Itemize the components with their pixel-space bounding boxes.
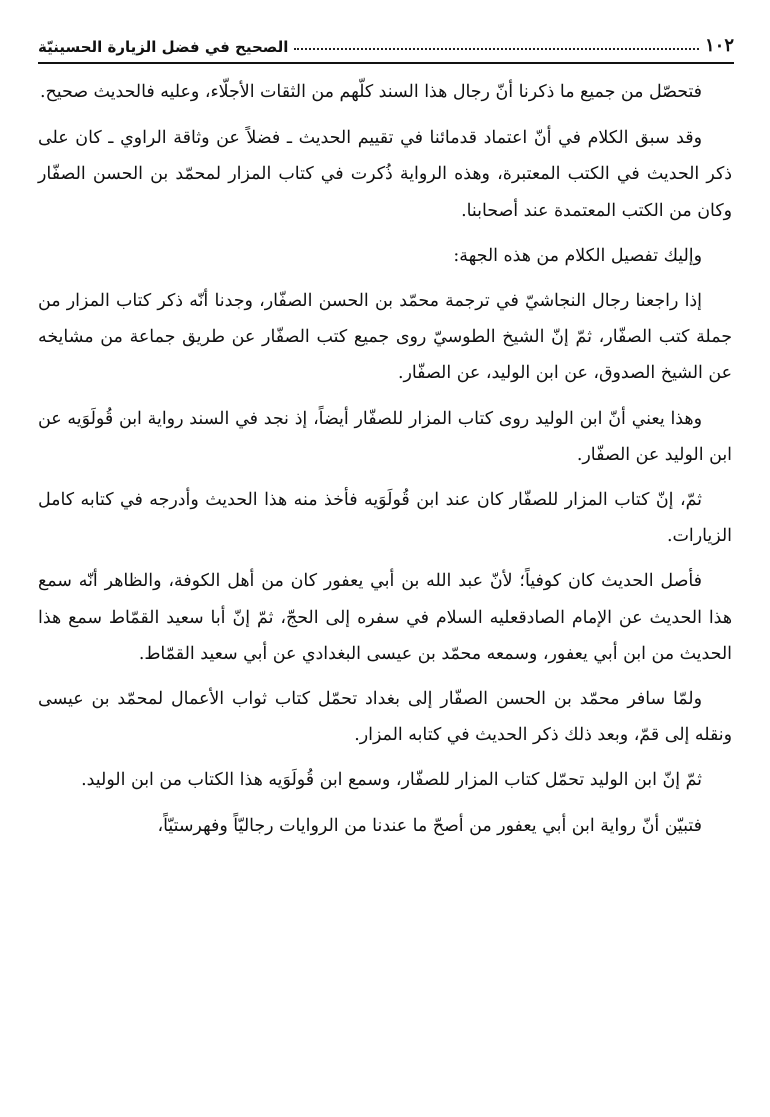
paragraph: فتحصّل من جميع ما ذكرنا أنّ رجال هذا السند كلّهم من الثقات الأجلّاء، وعليه فالحديث صحيح.	[40, 82, 702, 102]
page-number: ١٠٢	[704, 35, 734, 56]
header-dot-leader	[294, 48, 699, 50]
paragraph: فتبيّن أنّ رواية ابن أبي يعفور من أصحّ ما عندنا من الروايات رجاليّاً وفهرستيّاً،	[157, 815, 702, 836]
paragraph: فأصل الحديث كان كوفياً؛ لأنّ عبد الله بن أبي يعفور كان من أهل الكوفة، والظاهر أنّه سمع هذا الحديث عن الإمام الصادقعليه السلام في سفره إلى الحجّ، ثمّ إنّ أبا سعيد القمّاط سمع هذا الحديث من ابن أبي يعفور، وسمعه محمّد بن عيسى البغدادي عن أبي سعيد القمّاط.	[38, 571, 732, 664]
paragraph: وهذا يعني أنّ ابن الوليد روى كتاب المزار للصفّار أيضاً، إذ نجد في السند رواية ابن قُولَوَيه عن ابن الوليد عن الصفّار.	[38, 408, 732, 465]
paragraph: وقد سبق الكلام في أنّ اعتماد قدمائنا في تقييم الحديث ـ فضلاً عن وثاقة الراوي ـ كان على ذكر الحديث في الكتب المعتبرة، وهذه الرواية ذُكرت في كتاب المزار لمحمّد بن الحسن الصفّار وكان من الكتب المعتمدة عند أصحابنا.	[38, 128, 732, 221]
running-title: الصحيح في فضل الزيارة الحسينيّة	[38, 38, 289, 56]
paragraph: ثمّ إنّ ابن الوليد تحمّل كتاب المزار للصفّار، وسمع ابن قُولَوَيه هذا الكتاب من ابن الوليد.	[81, 770, 702, 791]
page-body	[38, 74, 732, 853]
paragraph: ولمّا سافر محمّد بن الحسن الصفّار إلى بغداد تحمّل كتاب ثواب الأعمال لمحمّد بن عيسى ونقله إلى قمّ، وبعد ذلك ذكر الحديث في كتابه المزار.	[38, 689, 732, 746]
running-header	[38, 30, 734, 56]
paragraph: ثمّ، إنّ كتاب المزار للصفّار كان عند ابن قُولَوَيه فأخذ منه هذا الحديث وأدرجه في كتابه كامل الزيارات.	[38, 490, 732, 547]
paragraph: إذا راجعنا رجال النجاشيّ في ترجمة محمّد بن الحسن الصفّار، وجدنا أنّه ذكر كتاب المزار من جملة كتب الصفّار، ثمّ إنّ الشيخ الطوسيّ روى جميع كتب الصفّار عن طريق جماعة من مشايخه عن الشيخ الصدوق، عن ابن الوليد، عن الصفّار.	[38, 291, 732, 384]
header-divider	[38, 62, 734, 64]
paragraph: وإليك تفصيل الكلام من هذه الجهة:	[453, 245, 702, 266]
